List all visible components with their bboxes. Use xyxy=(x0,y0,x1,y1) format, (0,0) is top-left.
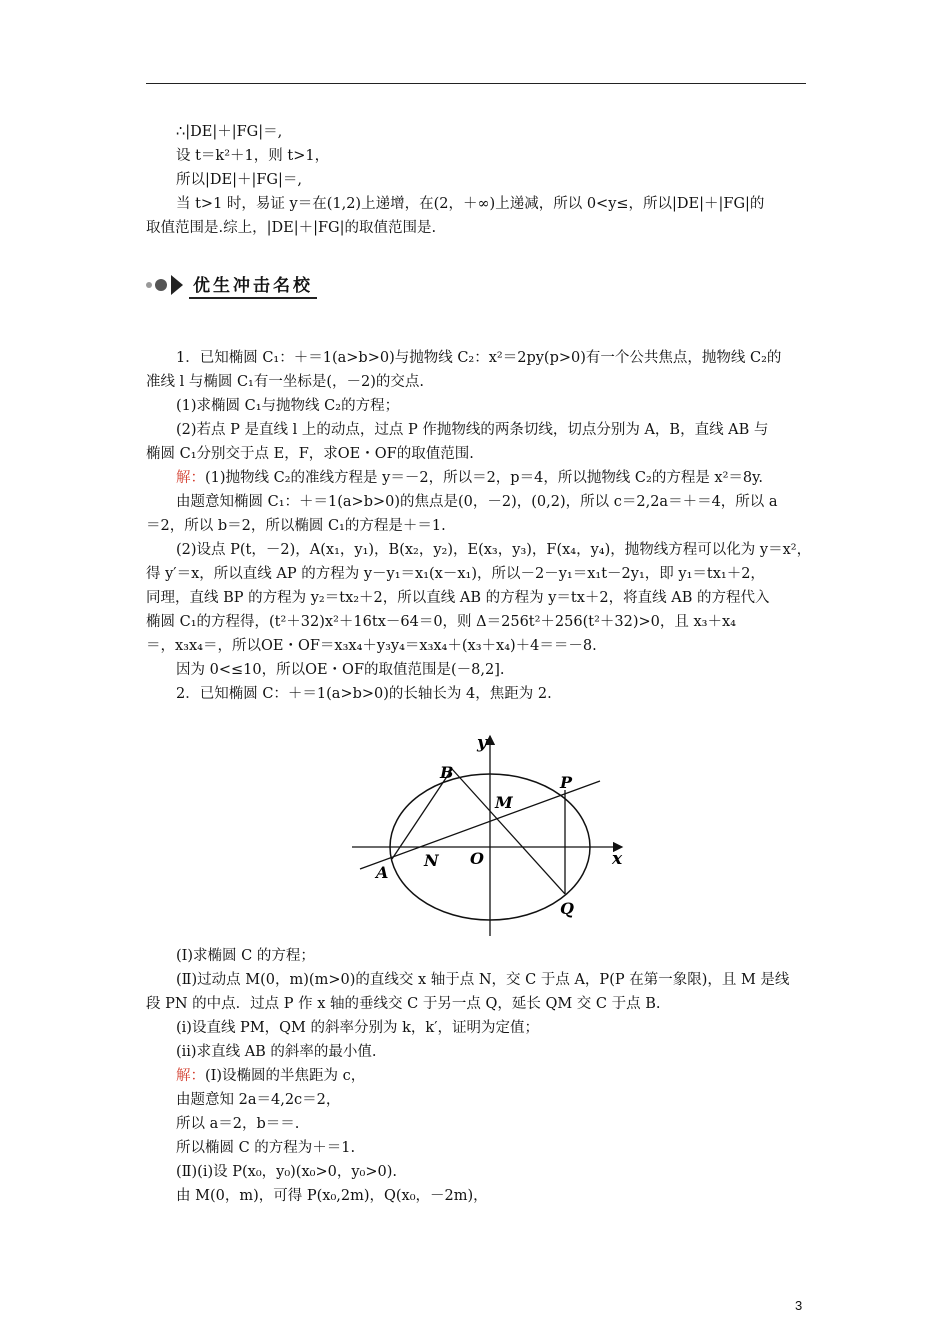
text-line: (ⅰ)设直线 PM，QM 的斜率分别为 k，k′，证明为定值； xyxy=(176,1020,539,1036)
answer-line xyxy=(146,1064,810,1088)
text-line: (ⅱ)求直线 AB 的斜率的最小值. xyxy=(176,1044,377,1060)
text-line: 椭圆 C₁的方程得，(t²＋32)x²＋16tx－64＝0，则 Δ＝256t²＋256(t²＋32)>0，且 x₃＋x₄ xyxy=(146,614,736,630)
answer-line xyxy=(146,466,810,490)
text-line: 由题意知椭圆 C₁：＋＝1(a>b>0)的焦点是(0，－2)，(0,2)，所以 c＝2,2a＝＋＝4，所以 a xyxy=(176,494,778,510)
problem-2 xyxy=(146,944,810,1208)
text-line: (1)求椭圆 C₁与抛物线 C₂的方程； xyxy=(176,398,400,414)
text-line: 椭圆 C₁分别交于点 E，F，求OE・OF的取值范围. xyxy=(146,446,474,462)
label-p: P xyxy=(560,773,573,792)
banner-dots-icon xyxy=(146,279,167,291)
header-rule xyxy=(146,83,806,84)
text-line: 因为 0<≤10，所以OE・OF的取值范围是(－8,2]. xyxy=(176,662,505,678)
text-line: 所以椭圆 C 的方程为＋＝1. xyxy=(176,1140,356,1156)
label-q: Q xyxy=(560,899,574,918)
problem-1 xyxy=(146,346,810,706)
answer-label: 解： xyxy=(176,1068,205,1084)
text-line: 所以|DE|＋|FG|＝, xyxy=(176,172,303,188)
label-y: y xyxy=(477,733,487,753)
banner-arrow-icon xyxy=(171,275,183,295)
text-line: (2)若点 P 是直线 l 上的动点，过点 P 作抛物线的两条切线，切点分别为 A，B，直线 AB 与 xyxy=(176,422,769,438)
label-n: N xyxy=(424,851,439,870)
ellipse-figure xyxy=(340,726,630,941)
text-line: 由题意知 2a＝4,2c＝2， xyxy=(176,1092,341,1108)
label-b: B xyxy=(440,763,454,782)
top-solution-block xyxy=(146,120,810,240)
text-line: 1．已知椭圆 C₁：＋＝1(a>b>0)与抛物线 C₂：x²＝2py(p>0)有一个公共焦点，抛物线 C₂的 xyxy=(176,350,782,366)
label-a: A xyxy=(376,863,389,882)
text-line: (Ⅱ)过动点 M(0，m)(m>0)的直线交 x 轴于点 N，交 C 于点 A，P(P 在第一象限)，且 M 是线 xyxy=(176,972,790,988)
label-m: M xyxy=(495,793,513,812)
text-line: (2)设点 P(t，－2)，A(x₁，y₁)，B(x₂，y₂)，E(x₃，y₃)，F(x₄，y₄)，抛物线方程可以化为 y＝x²， xyxy=(176,542,812,558)
text-line: 准线 l 与椭圆 C₁有一坐标是(，－2)的交点. xyxy=(146,374,425,390)
answer-label: 解： xyxy=(176,470,205,486)
text-line: 由 M(0，m)，可得 P(x₀,2m)，Q(x₀，－2m)， xyxy=(176,1188,488,1204)
page-number: 3 xyxy=(795,1298,803,1313)
text-line: 当 t>1 时，易证 y＝在(1,2)上递增，在(2，＋∞)上递减，所以 0<y≤，所以|DE|＋|FG|的 xyxy=(176,196,765,212)
text-line: ＝2，所以 b＝2，所以椭圆 C₁的方程是＋＝1. xyxy=(146,518,446,534)
text-line: 所以 a＝2，b＝＝. xyxy=(176,1116,300,1132)
text-line: (Ⅰ)设椭圆的半焦距为 c， xyxy=(205,1068,366,1084)
text-line: (Ⅱ)(ⅰ)设 P(x₀，y₀)(x₀>0，y₀>0). xyxy=(176,1164,397,1180)
text-line: ∴|DE|＋|FG|＝, xyxy=(176,124,283,140)
text-line: 得 y′＝x，所以直线 AP 的方程为 y－y₁＝x₁(x－x₁)，所以－2－y₁＝x₁t－2y₁，即 y₁＝tx₁＋2， xyxy=(146,566,765,582)
text-line: 2．已知椭圆 C：＋＝1(a>b>0)的长轴长为 4，焦距为 2. xyxy=(176,686,552,702)
text-line: ＝，x₃x₄＝，所以OE・OF＝x₃x₄＋y₃y₄＝x₃x₄＋(x₃＋x₄)＋4＝＝－8. xyxy=(146,638,597,654)
text-line: (1)抛物线 C₂的准线方程是 y＝－2，所以＝2，p＝4，所以抛物线 C₂的方程是 x²＝8y. xyxy=(205,470,764,486)
text-line: (Ⅰ)求椭圆 C 的方程； xyxy=(176,948,315,964)
text-line: 取值范围是.综上，|DE|＋|FG|的取值范围是. xyxy=(146,220,437,236)
section-banner xyxy=(146,272,317,298)
section-title: 优生冲击名校 xyxy=(189,271,317,299)
text-line: 设 t＝k²＋1，则 t>1， xyxy=(176,148,330,164)
text-line: 同理，直线 BP 的方程为 y₂＝tx₂＋2，所以直线 AB 的方程为 y＝tx＋2，将直线 AB 的方程代入 xyxy=(146,590,770,606)
label-o: O xyxy=(470,849,484,868)
label-x: x xyxy=(612,849,623,869)
text-line: 段 PN 的中点．过点 P 作 x 轴的垂线交 C 于另一点 Q，延长 QM 交 C 于点 B. xyxy=(146,996,661,1012)
